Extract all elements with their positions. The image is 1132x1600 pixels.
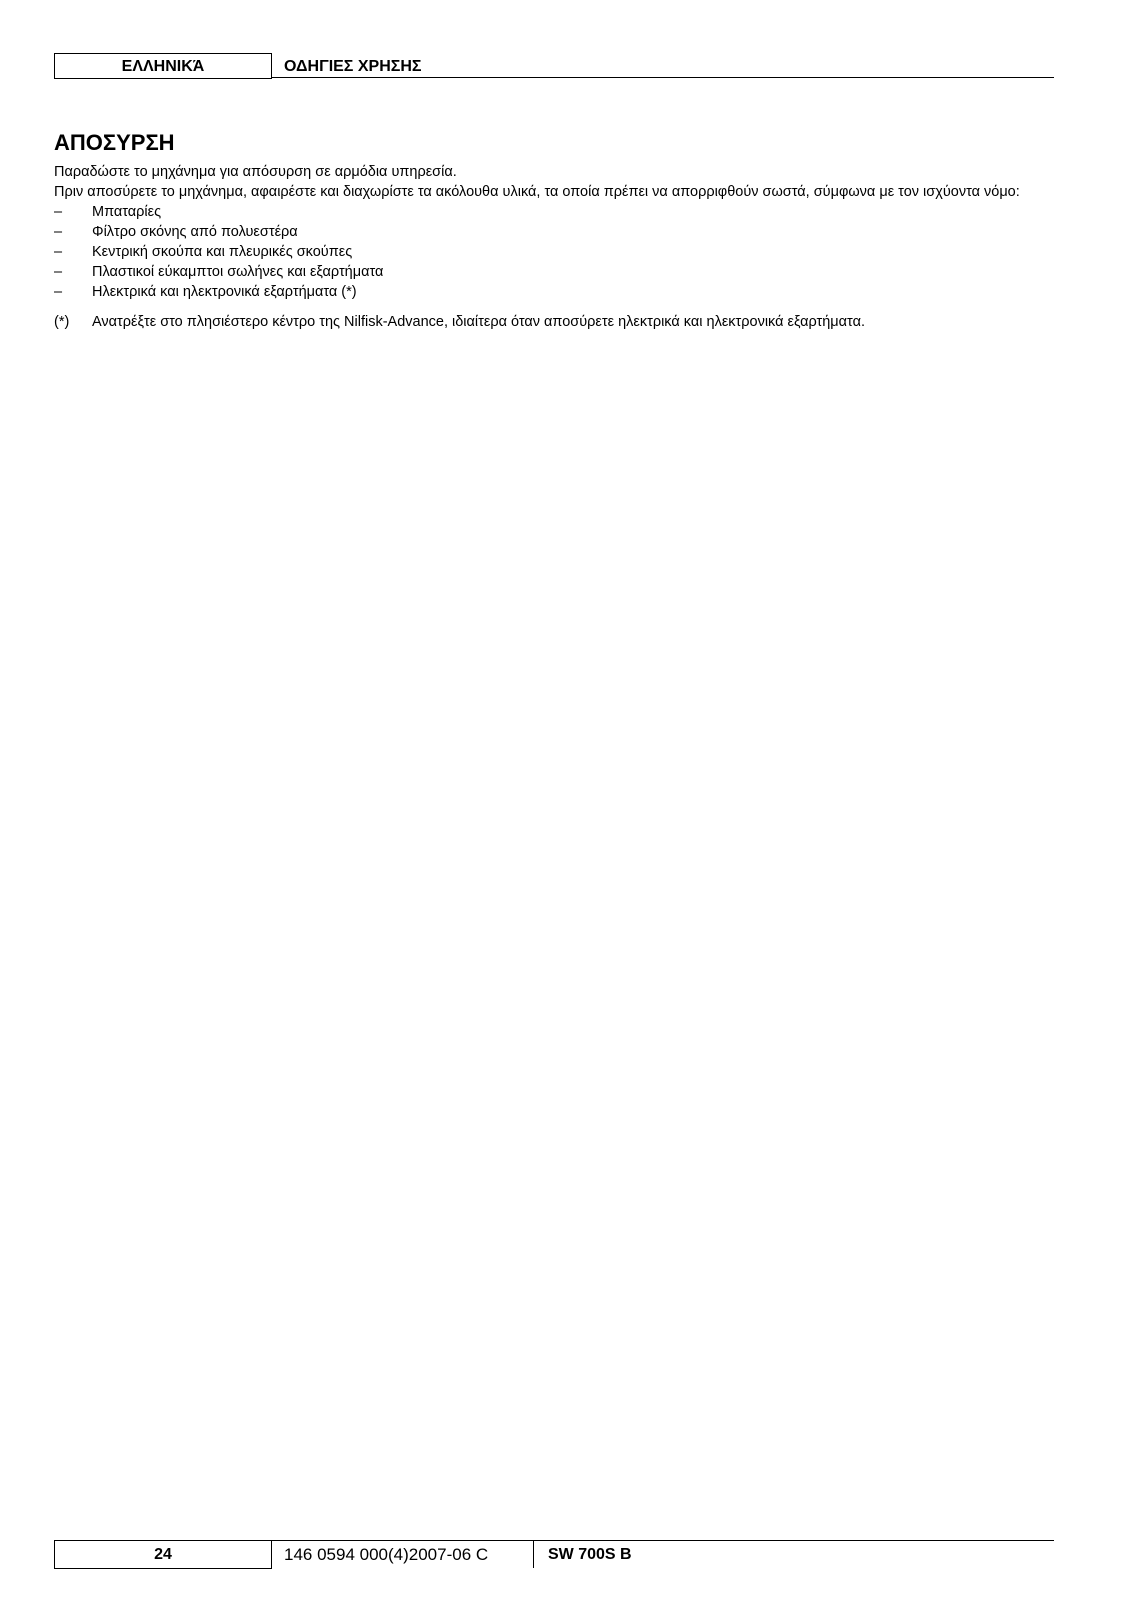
section-title: ΑΠΟΣΥΡΣΗ — [54, 130, 175, 155]
page-header — [54, 53, 1054, 79]
list-item — [54, 282, 1054, 302]
list-item-text: Κεντρική σκούπα και πλευρικές σκούπες — [92, 244, 353, 260]
list-item — [54, 222, 1054, 242]
list-bullet: – — [54, 284, 63, 300]
list-item — [54, 262, 1054, 282]
list-item-text: Φίλτρο σκόνης από πολυεστέρα — [92, 224, 298, 240]
list-bullet: – — [54, 224, 63, 240]
list-item-text: Μπαταρίες — [92, 204, 162, 220]
footnote-mark: (*) — [54, 314, 70, 330]
list-bullet: – — [54, 204, 63, 220]
model-name: SW 700S B — [548, 1546, 632, 1563]
document-code: 146 0594 000(4)2007-06 C — [272, 1541, 534, 1568]
paragraph-handover: Παραδώστε το μηχάνημα για απόσυρση σε αρμόδια υπηρεσία. — [54, 164, 457, 180]
list-item — [54, 242, 1054, 262]
header-language: ΕΛΛΗΝΙΚΆ — [54, 53, 272, 79]
list-bullet: – — [54, 264, 63, 280]
list-item — [54, 202, 1054, 222]
materials-list — [54, 202, 1054, 302]
header-title: ΟΔΗΓΙΕΣ ΧΡΗΣΗΣ — [272, 53, 1054, 78]
footnote — [54, 312, 1054, 332]
page-footer — [54, 1540, 1054, 1571]
page-number: 24 — [54, 1541, 272, 1569]
footnote-text: Ανατρέξτε στο πλησιέστερο κέντρο της Nilfisk-Advance, ιδιαίτερα όταν αποσύρετε ηλεκτρικά και ηλεκτρονικά εξαρτήματα. — [92, 314, 865, 330]
main-content — [54, 130, 1054, 332]
paragraph-instructions: Πριν αποσύρετε το μηχάνημα, αφαιρέστε και διαχωρίστε τα ακόλουθα υλικά, τα οποία πρέπει να απορριφθούν σωστά, σύμφωνα με τον ισχύοντα νόμο: — [54, 184, 1020, 200]
list-item-text: Ηλεκτρικά και ηλεκτρονικά εξαρτήματα (*) — [92, 284, 357, 300]
list-item-text: Πλαστικοί εύκαμπτοι σωλήνες και εξαρτήματα — [92, 264, 384, 280]
list-bullet: – — [54, 244, 63, 260]
